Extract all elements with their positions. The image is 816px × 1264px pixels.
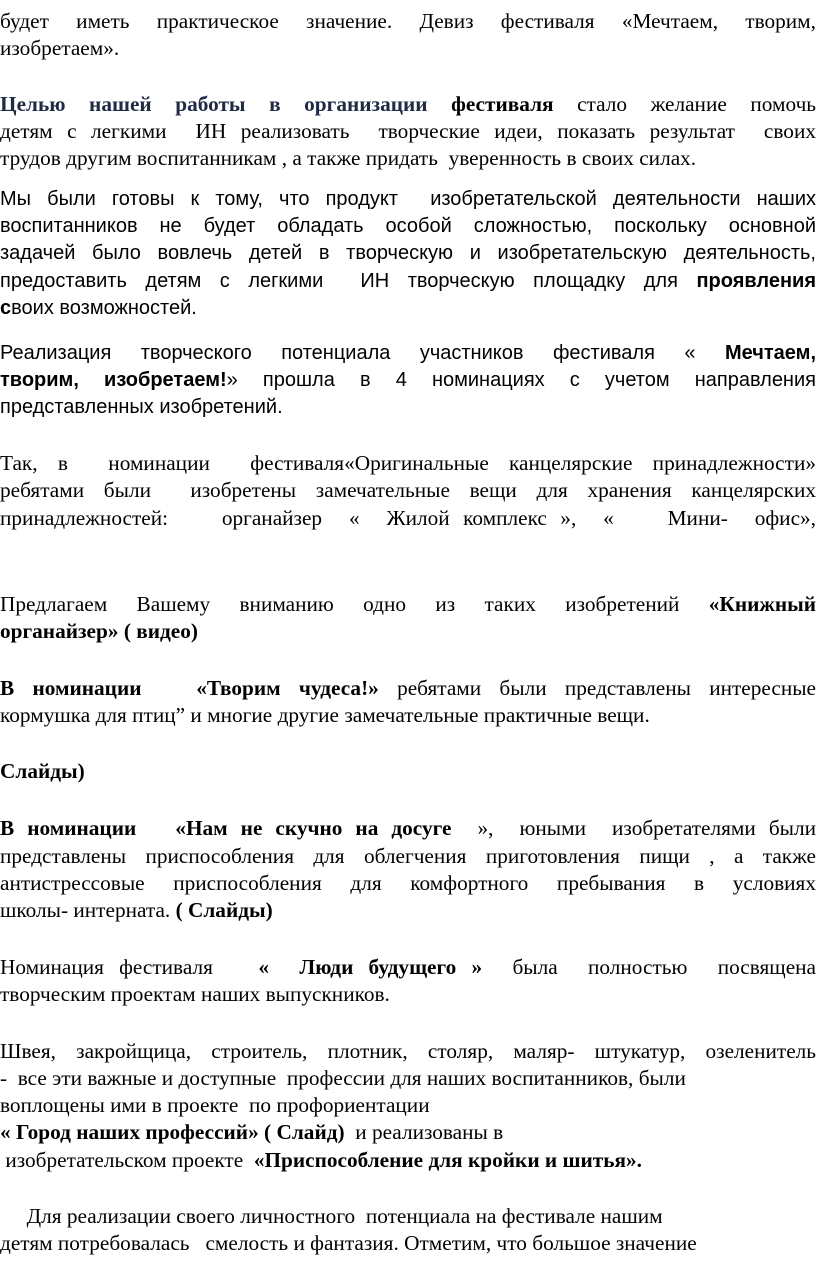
paragraph-line: Слайды): [0, 759, 85, 783]
paragraph-line: Для реализации своего личностного потенциала на фестивале нашим: [0, 1204, 663, 1228]
paragraph-line: трудов другим воспитанникам , а также придать уверенность в своих силах.: [0, 146, 697, 170]
paragraph-line: органайзер» ( видео): [0, 619, 198, 643]
paragraph-line: Швея, закройщица, строитель, плотник, столяр, маляр- штукатур, озеленитель: [0, 1039, 816, 1063]
paragraph-line: задачей было вовлечь детей в творческую и изобретательскую деятельность,: [0, 242, 816, 264]
paragraph-line: изобретательском проекте «Приспособление для кройки и шитья».: [0, 1148, 642, 1172]
paragraph-line: воспитанников не будет обладать особой сложностью, поскольку основной: [0, 215, 816, 237]
paragraph-line: творим, изобретаем!» прошла в 4 номинациях с учетом направления: [0, 369, 816, 391]
paragraph-line: принадлежностей: органайзер « Жилой комплекс », « Мини- офис»,: [0, 506, 816, 530]
paragraph-line: детям с легкими ИН реализовать творческие идеи, показать результат своих: [0, 119, 816, 143]
paragraph-line: кормушка для птиц” и многие другие замечательные практичные вещи.: [0, 703, 650, 727]
paragraph-line: своих возможностей.: [0, 297, 197, 319]
paragraph-line: воплощены ими в проекте по профориентации: [0, 1093, 430, 1117]
paragraph-line: детям потребовалась смелость и фантазия. Отметим, что большое значение: [0, 1231, 697, 1255]
paragraph-line: Целью нашей работы в организации фестиваля стало желание помочь: [0, 92, 816, 116]
paragraph-line: Так, в номинации фестиваля«Оригинальные канцелярские принадлежности»: [0, 451, 816, 475]
paragraph-line: « Город наших профессий» ( Слайд) и реализованы в: [0, 1120, 504, 1144]
paragraph-line: представленных изобретений.: [0, 396, 283, 418]
paragraph-line: ребятами были изобретены замечательные вещи для хранения канцелярских: [0, 478, 816, 502]
paragraph-line: Реализация творческого потенциала участников фестиваля « Мечтаем,: [0, 342, 816, 364]
paragraph-line: Номинация фестиваля « Люди будущего » была полностью посвящена: [0, 955, 816, 979]
paragraph-line: антистрессовые приспособления для комфортного пребывания в условиях: [0, 871, 816, 895]
paragraph-line: Предлагаем Вашему вниманию одно из таких изобретений «Книжный: [0, 592, 816, 616]
paragraph-line: - все эти важные и доступные профессии для наших воспитанников, были: [0, 1066, 686, 1090]
paragraph-line: будет иметь практическое значение. Девиз фестиваля «Мечтаем, творим,: [0, 9, 816, 33]
paragraph-line: В номинации «Творим чудеса!» ребятами были представлены интересные: [0, 676, 816, 700]
paragraph-line: изобретаем».: [0, 36, 120, 60]
paragraph-line: представлены приспособления для облегчения приготовления пищи , а также: [0, 844, 816, 868]
paragraph-line: творческим проектам наших выпускников.: [0, 982, 390, 1006]
paragraph-line: предоставить детям с легкими ИН творческую площадку для проявления: [0, 270, 816, 292]
paragraph-line: Мы были готовы к тому, что продукт изобретательской деятельности наших: [0, 188, 816, 210]
paragraph-line: В номинации «Нам не скучно на досуге », юными изобретателями были: [0, 816, 816, 840]
paragraph-line: школы- интерната. ( Слайды): [0, 898, 273, 922]
